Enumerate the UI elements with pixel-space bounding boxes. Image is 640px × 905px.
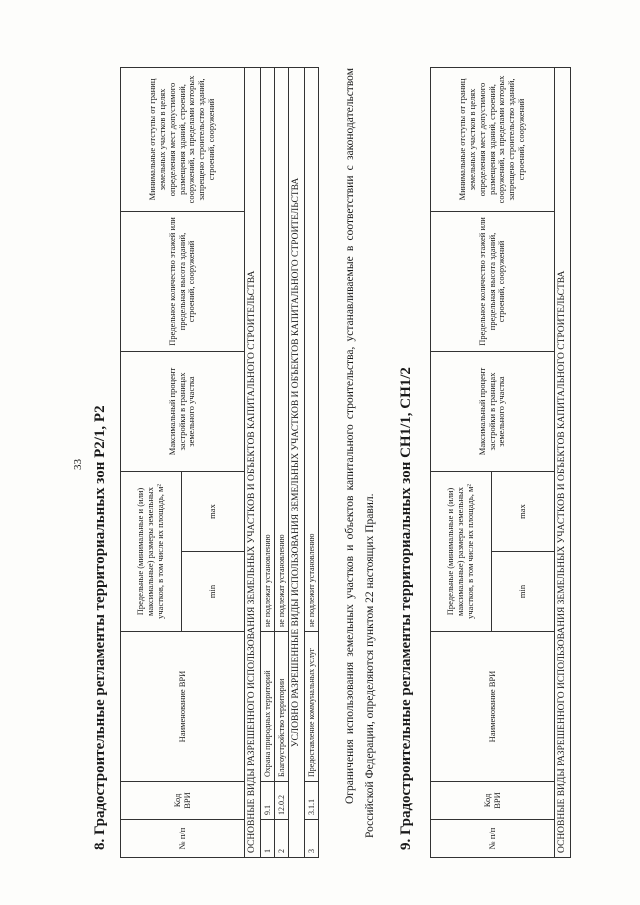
header-percent: Максимальный процент застройки в границах земельного участка xyxy=(121,351,245,471)
page-number: 33 xyxy=(72,459,84,470)
row-code: 3.1.1 xyxy=(305,782,319,820)
row-num: 1 xyxy=(260,820,274,858)
section-9-title: 9. Градостроительные регламенты территориальных зон СН1/1, СН1/2 xyxy=(398,367,414,850)
section-row-main xyxy=(555,67,571,857)
rotated-page-content xyxy=(58,58,598,858)
row-note: не подлежит установлению xyxy=(305,67,319,631)
row-num: 3 xyxy=(305,820,319,858)
row-code: 9.1 xyxy=(260,782,274,820)
header-floors: Предельное количество этажей или предельная высота зданий, строений, сооружений xyxy=(121,211,245,351)
section-9-table xyxy=(430,67,571,858)
row-name: Благоустройство территории xyxy=(275,632,289,782)
header-num: № п/п xyxy=(431,820,555,858)
restrictions-paragraph: Ограничения использования земельных участков и объектов капитального строительства, устанавливаемые в соответствии с законодательством Российской Федерации, определяются пунктом 22 настоящих Правил. xyxy=(344,68,377,838)
section-row-conditional xyxy=(289,67,305,857)
section-8-title: 8. Градостроительные регламенты территориальных зон Р2/1, Р2 xyxy=(92,405,108,850)
row-code: 12.0.2 xyxy=(275,782,289,820)
header-max: max xyxy=(492,471,555,551)
row-num: 2 xyxy=(275,820,289,858)
header-max: max xyxy=(182,471,245,551)
header-code: Код ВРИ xyxy=(121,782,245,820)
header-percent: Максимальный процент застройки в границах земельного участка xyxy=(431,351,555,471)
header-min: min xyxy=(182,552,245,632)
header-num: № п/п xyxy=(121,820,245,858)
row-note: не подлежат установлению xyxy=(275,67,289,631)
table-row xyxy=(275,67,289,857)
conditional-section-label: УСЛОВНО РАЗРЕШЕННЫЕ ВИДЫ ИСПОЛЬЗОВАНИЯ ЗЕМЕЛЬНЫХ УЧАСТКОВ И ОБЪЕКТОВ КАПИТАЛЬНОГО СТРОИТЕЛЬСТВА xyxy=(289,67,305,857)
header-name: Наименование ВРИ xyxy=(431,632,555,782)
header-floors: Предельное количество этажей или предельная высота зданий, строений, сооружений xyxy=(431,211,555,351)
header-code: Код ВРИ xyxy=(431,782,555,820)
table-header-row xyxy=(121,67,182,857)
main-section-label: ОСНОВНЫЕ ВИДЫ РАЗРЕШЕННОГО ИСПОЛЬЗОВАНИЯ ЗЕМЕЛЬНЫХ УЧАСТКОВ И ОБЪЕКТОВ КАПИТАЛЬНОГО СТРОИТЕЛЬСТВА xyxy=(555,67,571,857)
table-header-row xyxy=(431,67,492,857)
table-row xyxy=(305,67,319,857)
header-size: Предельные (минимальные и (или) максимальные) размеры земельных участков, в том числе их площадь, м² xyxy=(431,471,492,631)
section-8-table xyxy=(120,67,319,858)
row-name: Предоставление коммунальных услуг xyxy=(305,632,319,782)
header-name: Наименование ВРИ xyxy=(121,632,245,782)
header-min: min xyxy=(492,552,555,632)
header-setbacks: Минимальные отступы от границ земельных участков в целях определения мест допустимого размещения зданий, строений, сооружений, за пределами которых запрещено строительство зданий, строений, сооружений xyxy=(431,67,555,211)
header-setbacks: Минимальные отступы от границ земельных участков в целях определения мест допустимого размещения зданий, строений, сооружений, за пределами которых запрещено строительство зданий, строений, сооружений xyxy=(121,67,245,211)
main-section-label: ОСНОВНЫЕ ВИДЫ РАЗРЕШЕННОГО ИСПОЛЬЗОВАНИЯ ЗЕМЕЛЬНЫХ УЧАСТКОВ И ОБЪЕКТОВ КАПИТАЛЬНОГО СТРОИТЕЛЬСТВА xyxy=(245,67,261,857)
table-row xyxy=(260,67,274,857)
row-name: Охрана природных территорий xyxy=(260,632,274,782)
row-note: не подлежат установлению xyxy=(260,67,274,631)
header-size: Предельные (минимальные и (или) максимальные) размеры земельных участков, в том числе их площадь, м² xyxy=(121,471,182,631)
section-row-main xyxy=(245,67,261,857)
